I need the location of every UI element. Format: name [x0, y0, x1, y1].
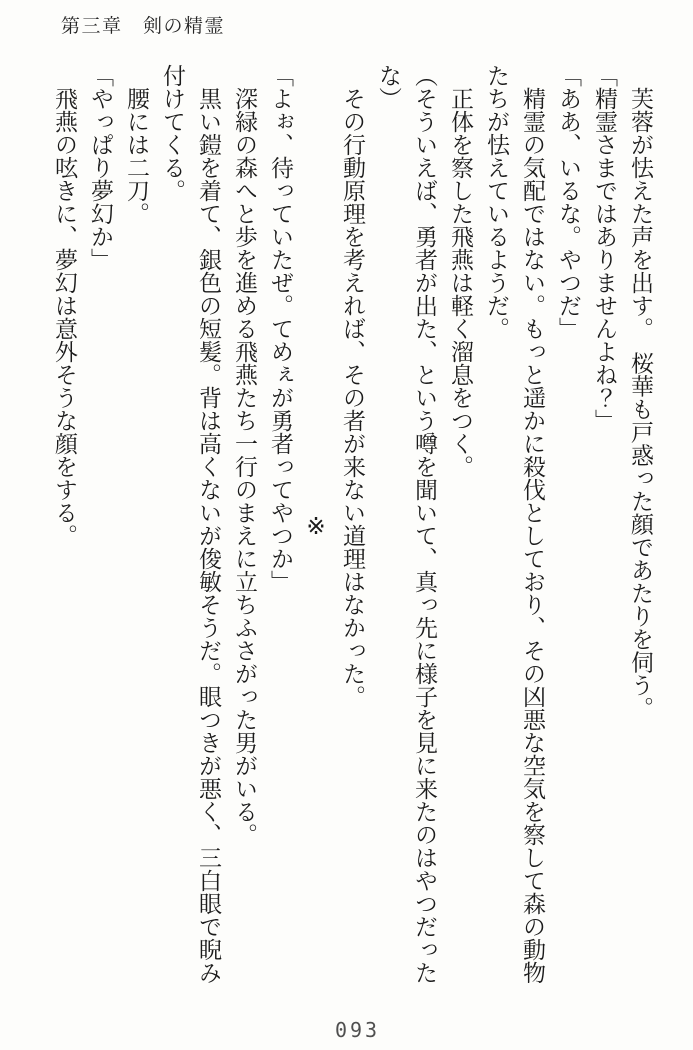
- page-number: 093: [334, 1018, 381, 1042]
- paragraph: 正体を察した飛燕は軽く溜息をつく。: [448, 64, 473, 478]
- paragraph: 「よぉ、待っていたぜ。てめぇが勇者ってやつか」: [268, 64, 293, 593]
- paragraph: 「ああ、いるな。やつだ」: [556, 64, 581, 340]
- chapter-header: 第三章 剣の精霊: [61, 16, 226, 37]
- paragraph: 深緑の森へと歩を進める飛燕たち一行のまえに立ちふさがった男がいる。: [232, 64, 257, 846]
- paragraph: 黒い鎧を着て、銀色の短髪。背は高くないが俊敏そうだ。眼つきが悪く、三白眼で睨み付けてくる。: [160, 64, 221, 984]
- paragraph: 「精霊さまではありませんよね？」: [592, 64, 617, 432]
- paragraph: 腰には二刀。: [124, 64, 149, 225]
- paragraph: 芙蓉が怯えた声を出す。 桜華も戸惑った顔であたりを伺う。: [628, 64, 653, 720]
- paragraph: （そういえば、勇者が出た、という噂を聞いて、真っ先に様子を見に来たのはやつだったな）: [376, 64, 437, 984]
- section-separator: ※: [304, 513, 329, 540]
- paragraph: 精霊の気配ではない。もっと遥かに殺伐としており、その凶悪な空気を察して森の動物たちが怯えているようだ。: [484, 64, 545, 984]
- paragraph: その行動原理を考えれば、その者が来ない道理はなかった。: [340, 64, 365, 708]
- paragraph: 「やっぱり夢幻か」: [88, 64, 113, 271]
- body-text: [44, 64, 658, 989]
- paragraph: 飛燕の呟きに、夢幻は意外そうな顔をする。: [52, 64, 77, 547]
